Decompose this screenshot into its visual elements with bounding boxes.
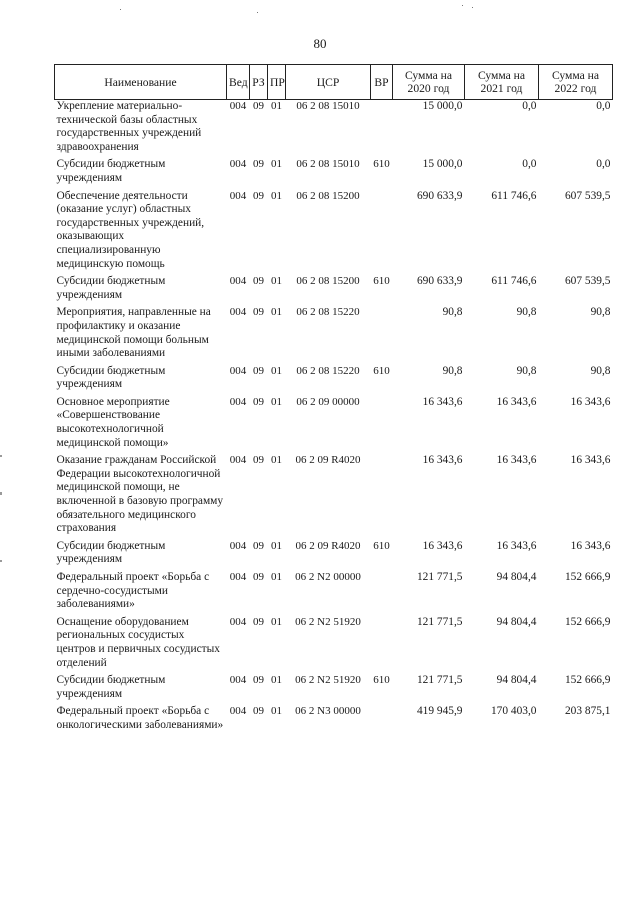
row-sum-2021: 90,8 bbox=[516, 306, 537, 319]
row-csr: 06 2 09 R4020 bbox=[295, 454, 361, 467]
row-sum-2022: 607 539,5 bbox=[564, 275, 611, 288]
header-rz: РЗ bbox=[250, 65, 268, 100]
row-sum-2020: 16 343,6 bbox=[422, 539, 463, 552]
row-ved: 004 bbox=[229, 306, 247, 319]
table-row bbox=[55, 705, 613, 736]
row-sum-2020: 16 343,6 bbox=[422, 395, 463, 408]
row-vr bbox=[371, 616, 393, 674]
row-sum-2021: 94 804,4 bbox=[496, 674, 537, 687]
row-pr: 01 bbox=[271, 705, 282, 718]
row-rz: 09 bbox=[253, 158, 264, 171]
scan-edge-mark bbox=[0, 560, 2, 562]
row-pr: 01 bbox=[271, 454, 282, 467]
row-ved: 004 bbox=[229, 615, 247, 628]
row-rz: 09 bbox=[253, 364, 264, 377]
row-vr: 610 bbox=[373, 364, 390, 377]
row-rz: 09 bbox=[253, 454, 264, 467]
row-ved: 004 bbox=[229, 275, 247, 288]
row-csr: 06 2 N2 51920 bbox=[295, 674, 361, 687]
row-name: Оказание гражданам Российской Федерации высокотехнологичной медицинской помощи, не включенной в базовую программу обязательного медицинского страхования bbox=[56, 454, 224, 535]
row-rz: 09 bbox=[253, 100, 264, 112]
row-sum-2021: 170 403,0 bbox=[490, 705, 537, 718]
row-rz: 09 bbox=[253, 395, 264, 408]
row-name: Федеральный проект «Борьба с онкологическими заболеваниями» bbox=[56, 705, 224, 731]
row-pr: 01 bbox=[271, 100, 282, 112]
row-pr: 01 bbox=[271, 364, 282, 377]
row-sum-2020: 690 633,9 bbox=[416, 189, 463, 202]
row-csr: 06 2 08 15220 bbox=[296, 364, 360, 377]
row-sum-2020: 90,8 bbox=[442, 364, 463, 377]
header-name: Наименование bbox=[55, 65, 227, 100]
row-name: Мероприятия, направленные на профилактику и оказание медицинской помощи больным иными заболеваниями bbox=[56, 306, 211, 360]
scan-speck bbox=[462, 5, 463, 6]
row-pr: 01 bbox=[271, 571, 282, 583]
table-row bbox=[55, 616, 613, 674]
row-sum-2021: 611 746,6 bbox=[491, 189, 537, 202]
row-sum-2022: 16 343,6 bbox=[570, 539, 611, 552]
row-csr: 06 2 08 15200 bbox=[296, 275, 360, 288]
row-sum-2022: 90,8 bbox=[590, 364, 611, 377]
row-sum-2020: 121 771,5 bbox=[416, 571, 463, 583]
row-ved: 004 bbox=[229, 454, 247, 467]
row-sum-2020: 15 000,0 bbox=[422, 100, 463, 112]
row-pr: 01 bbox=[271, 395, 282, 408]
row-csr: 06 2 N2 00000 bbox=[295, 571, 361, 583]
row-pr: 01 bbox=[271, 674, 282, 687]
row-name: Субсидии бюджетным учреждениям bbox=[56, 539, 166, 566]
table-row bbox=[55, 571, 613, 616]
row-ved: 004 bbox=[229, 100, 247, 112]
row-name: Обеспечение деятельности (оказание услуг) областных государственных учреждений, оказывающих специализированную медицинскую помощь bbox=[56, 189, 205, 270]
row-csr: 06 2 09 00000 bbox=[296, 395, 360, 408]
header-vr: ВР bbox=[371, 65, 393, 100]
row-sum-2022: 152 666,9 bbox=[564, 674, 611, 687]
row-sum-2022: 0,0 bbox=[596, 100, 611, 112]
row-sum-2020: 690 633,9 bbox=[416, 275, 463, 288]
header-pr: ПР bbox=[268, 65, 286, 100]
row-sum-2022: 607 539,5 bbox=[564, 189, 611, 202]
row-name: Оснащение оборудованием региональных сосудистых центров и первичных сосудистых отделений bbox=[56, 615, 220, 669]
table-header-row bbox=[55, 65, 613, 100]
row-vr: 610 bbox=[373, 674, 390, 687]
row-rz: 09 bbox=[253, 674, 264, 687]
row-name: Субсидии бюджетным учреждениям bbox=[56, 674, 166, 700]
row-csr: 06 2 09 R4020 bbox=[295, 539, 361, 552]
table-row bbox=[55, 306, 613, 364]
row-vr bbox=[371, 705, 393, 736]
row-sum-2022: 0,0 bbox=[596, 158, 611, 171]
row-pr: 01 bbox=[271, 275, 282, 288]
row-ved: 004 bbox=[229, 705, 247, 718]
header-sum-2022: Сумма на 2022 год bbox=[539, 65, 613, 100]
scan-speck bbox=[472, 7, 473, 8]
row-vr bbox=[371, 100, 393, 159]
row-csr: 06 2 08 15010 bbox=[296, 158, 360, 171]
row-vr: 610 bbox=[373, 275, 390, 288]
row-sum-2020: 419 945,9 bbox=[416, 705, 463, 718]
budget-table bbox=[54, 64, 613, 737]
row-sum-2021: 0,0 bbox=[522, 100, 537, 112]
row-name: Субсидии бюджетным учреждениям bbox=[56, 275, 166, 301]
row-name: Субсидии бюджетным учреждениям bbox=[56, 158, 166, 184]
row-sum-2021: 94 804,4 bbox=[496, 571, 537, 583]
row-csr: 06 2 N3 00000 bbox=[295, 705, 361, 718]
row-csr: 06 2 08 15010 bbox=[296, 100, 360, 112]
row-csr: 06 2 08 15220 bbox=[296, 306, 360, 319]
scan-edge-mark bbox=[0, 455, 2, 457]
row-sum-2022: 16 343,6 bbox=[570, 395, 611, 408]
row-sum-2022: 90,8 bbox=[590, 306, 611, 319]
row-rz: 09 bbox=[253, 275, 264, 288]
table-row bbox=[55, 275, 613, 306]
header-ved: Вед bbox=[227, 65, 250, 100]
row-sum-2021: 16 343,6 bbox=[496, 395, 537, 408]
table-row bbox=[55, 190, 613, 276]
row-ved: 004 bbox=[229, 674, 247, 687]
row-csr: 06 2 N2 51920 bbox=[295, 615, 361, 628]
scan-edge-mark bbox=[0, 492, 2, 495]
row-pr: 01 bbox=[271, 615, 282, 628]
header-csr: ЦСР bbox=[286, 65, 371, 100]
row-sum-2021: 94 804,4 bbox=[496, 615, 537, 628]
row-sum-2020: 121 771,5 bbox=[416, 615, 463, 628]
row-sum-2022: 152 666,9 bbox=[564, 615, 611, 628]
row-name: Субсидии бюджетным учреждениям bbox=[56, 364, 166, 391]
row-rz: 09 bbox=[253, 571, 264, 583]
table-row bbox=[55, 454, 613, 540]
row-rz: 09 bbox=[253, 539, 264, 552]
row-sum-2021: 16 343,6 bbox=[496, 454, 537, 467]
scan-speck bbox=[257, 12, 258, 13]
row-pr: 01 bbox=[271, 189, 282, 202]
row-sum-2022: 203 875,1 bbox=[564, 705, 611, 718]
row-sum-2021: 611 746,6 bbox=[491, 275, 537, 288]
row-rz: 09 bbox=[253, 705, 264, 718]
row-sum-2022: 16 343,6 bbox=[570, 454, 611, 467]
row-pr: 01 bbox=[271, 539, 282, 552]
row-sum-2020: 121 771,5 bbox=[416, 674, 463, 687]
row-vr bbox=[371, 571, 393, 616]
table-row bbox=[55, 396, 613, 454]
row-name: Основное мероприятие «Совершенствование высокотехнологичной медицинской помощи» bbox=[56, 395, 170, 449]
row-ved: 004 bbox=[229, 539, 247, 552]
row-name: Укрепление материально-технической базы областных государственных учреждений здравоохранения bbox=[56, 100, 202, 153]
row-sum-2020: 90,8 bbox=[442, 306, 463, 319]
header-sum-2020: Сумма на 2020 год bbox=[393, 65, 465, 100]
row-sum-2020: 16 343,6 bbox=[422, 454, 463, 467]
row-ved: 004 bbox=[229, 158, 247, 171]
row-rz: 09 bbox=[253, 189, 264, 202]
row-ved: 004 bbox=[229, 395, 247, 408]
row-vr bbox=[371, 396, 393, 454]
table-row bbox=[55, 674, 613, 705]
row-sum-2022: 152 666,9 bbox=[564, 571, 611, 583]
row-vr bbox=[371, 190, 393, 276]
row-vr: 610 bbox=[373, 158, 390, 171]
page-number: 80 bbox=[313, 36, 327, 51]
table-row bbox=[55, 365, 613, 396]
scan-speck bbox=[120, 9, 121, 10]
row-ved: 004 bbox=[229, 571, 247, 583]
row-ved: 004 bbox=[229, 189, 247, 202]
row-sum-2021: 90,8 bbox=[516, 364, 537, 377]
table-row bbox=[55, 540, 613, 571]
row-rz: 09 bbox=[253, 615, 264, 628]
row-name: Федеральный проект «Борьба с сердечно-сосудистыми заболеваниями» bbox=[56, 571, 210, 611]
row-ved: 004 bbox=[229, 364, 247, 377]
table-row bbox=[55, 158, 613, 189]
table-body bbox=[55, 100, 613, 737]
row-vr bbox=[371, 306, 393, 364]
header-sum-2021: Сумма на 2021 год bbox=[465, 65, 539, 100]
row-sum-2020: 15 000,0 bbox=[422, 158, 463, 171]
row-pr: 01 bbox=[271, 158, 282, 171]
row-sum-2021: 16 343,6 bbox=[496, 539, 537, 552]
row-csr: 06 2 08 15200 bbox=[296, 189, 360, 202]
row-rz: 09 bbox=[253, 306, 264, 319]
row-vr bbox=[371, 454, 393, 540]
row-pr: 01 bbox=[271, 306, 282, 319]
table-row bbox=[55, 100, 613, 159]
row-vr: 610 bbox=[373, 539, 390, 552]
row-sum-2021: 0,0 bbox=[522, 158, 537, 171]
